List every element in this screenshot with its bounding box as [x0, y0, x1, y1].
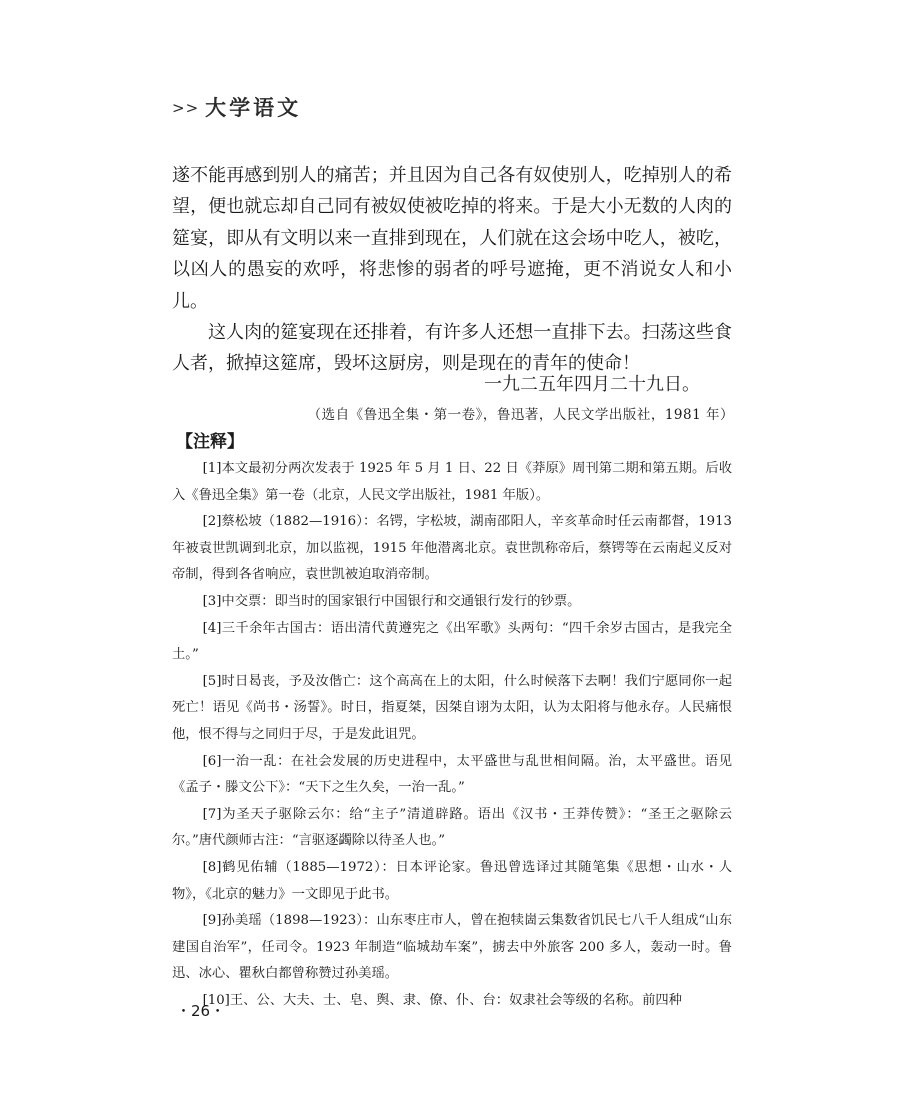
note-item: [3]中交票：即当时的国家银行中国银行和交通银行发行的钞票。 [202, 593, 581, 609]
note-item: [7]为圣天子驱除云尔：给“主子”清道辟路。语出《汉书・王莽传赞》：“圣王之驱除云尔。”唐代颜师古注：“言驱逐蠲除以待圣人也。” [172, 806, 732, 849]
body-paragraph: 遂不能再感到别人的痛苦；并且因为自己各有奴使别人，吃掉别人的希望，便也就忘却自己同有被奴使被吃掉的将来。于是大小无数的人肉的筵宴，即从有文明以来一直排到现在，人们就在这会场中吃人，被吃，以凶人的愚妄的欢呼，将悲惨的弱者的呼号遮掩，更不消说女人和小儿。 [172, 165, 732, 312]
note-item: [4]三千余年古国古：语出清代黄遵宪之《出军歌》头两句：“四千余岁古国古，是我完全土。” [172, 620, 732, 663]
note-item: [2]蔡松坡（1882—1916）：名锷，字松坡，湖南邵阳人，辛亥革命时任云南都督，1913 年被袁世凯调到北京，加以监视，1915 年他潜离北京。袁世凯称帝后，蔡锷等在云南起义反对帝制，得到各省响应，袁世凯被迫取消帝制。 [172, 514, 732, 583]
notes-heading: 【注释】 [176, 432, 244, 452]
page-number: ・26・ [176, 1002, 226, 1020]
notes-list [172, 456, 732, 1014]
note-item: [5]时日曷丧，予及汝偕亡：这个高高在上的太阳，什么时候落下去啊！我们宁愿同你一起死亡！语见《尚书・汤誓》。时日，指夏桀，因桀自诩为太阳，认为太阳将与他永存。人民痛恨他，恨不得与之同归于尽，于是发此诅咒。 [172, 673, 732, 742]
note-item: [6]一治一乱：在社会发展的历史进程中，太平盛世与乱世相间隔。治，太平盛世。语见《孟子・滕文公下》：“天下之生久矣，一治一乱。” [172, 753, 732, 796]
note-item: [9]孙美瑶（1898—1923）：山东枣庄市人，曾在抱犊崮云集数省饥民七八千人组成“山东建国自治军”，任司令。1923 年制造“临城劫车案”，掳去中外旅客 200 多人，轰动一时。鲁迅、冰心、瞿秋白都曾称赞过孙美瑶。 [172, 913, 732, 982]
book-title: 大学语文 [205, 95, 302, 120]
note-item: [10]王、公、大夫、士、皂、舆、隶、僚、仆、台：奴隶社会等级的名称。前四种 [202, 992, 682, 1008]
source-citation: （选自《鲁迅全集・第一卷》，鲁迅著，人民文学出版社，1981 年） [307, 407, 734, 423]
header-arrows: >> [172, 99, 200, 117]
body-paragraph: 这人肉的筵宴现在还排着，有许多人还想一直排下去。扫荡这些食人者，掀掉这筵席，毁坏这厨房，则是现在的青年的使命！ [172, 322, 732, 375]
running-header [172, 92, 301, 122]
note-item: [1]本文最初分两次发表于 1925 年 5 月 1 日、22 日《莽原》周刊第二期和第五期。后收入《鲁迅全集》第一卷（北京，人民文学出版社，1981 年版）。 [172, 461, 732, 503]
main-text [172, 160, 732, 380]
note-item: [8]鹤见佑辅（1885—1972）：日本评论家。鲁迅曾选译过其随笔集《思想・山水・人物》，《北京的魅力》一文即见于此书。 [172, 859, 732, 902]
essay-date: 一九二五年四月二十九日。 [484, 374, 700, 395]
